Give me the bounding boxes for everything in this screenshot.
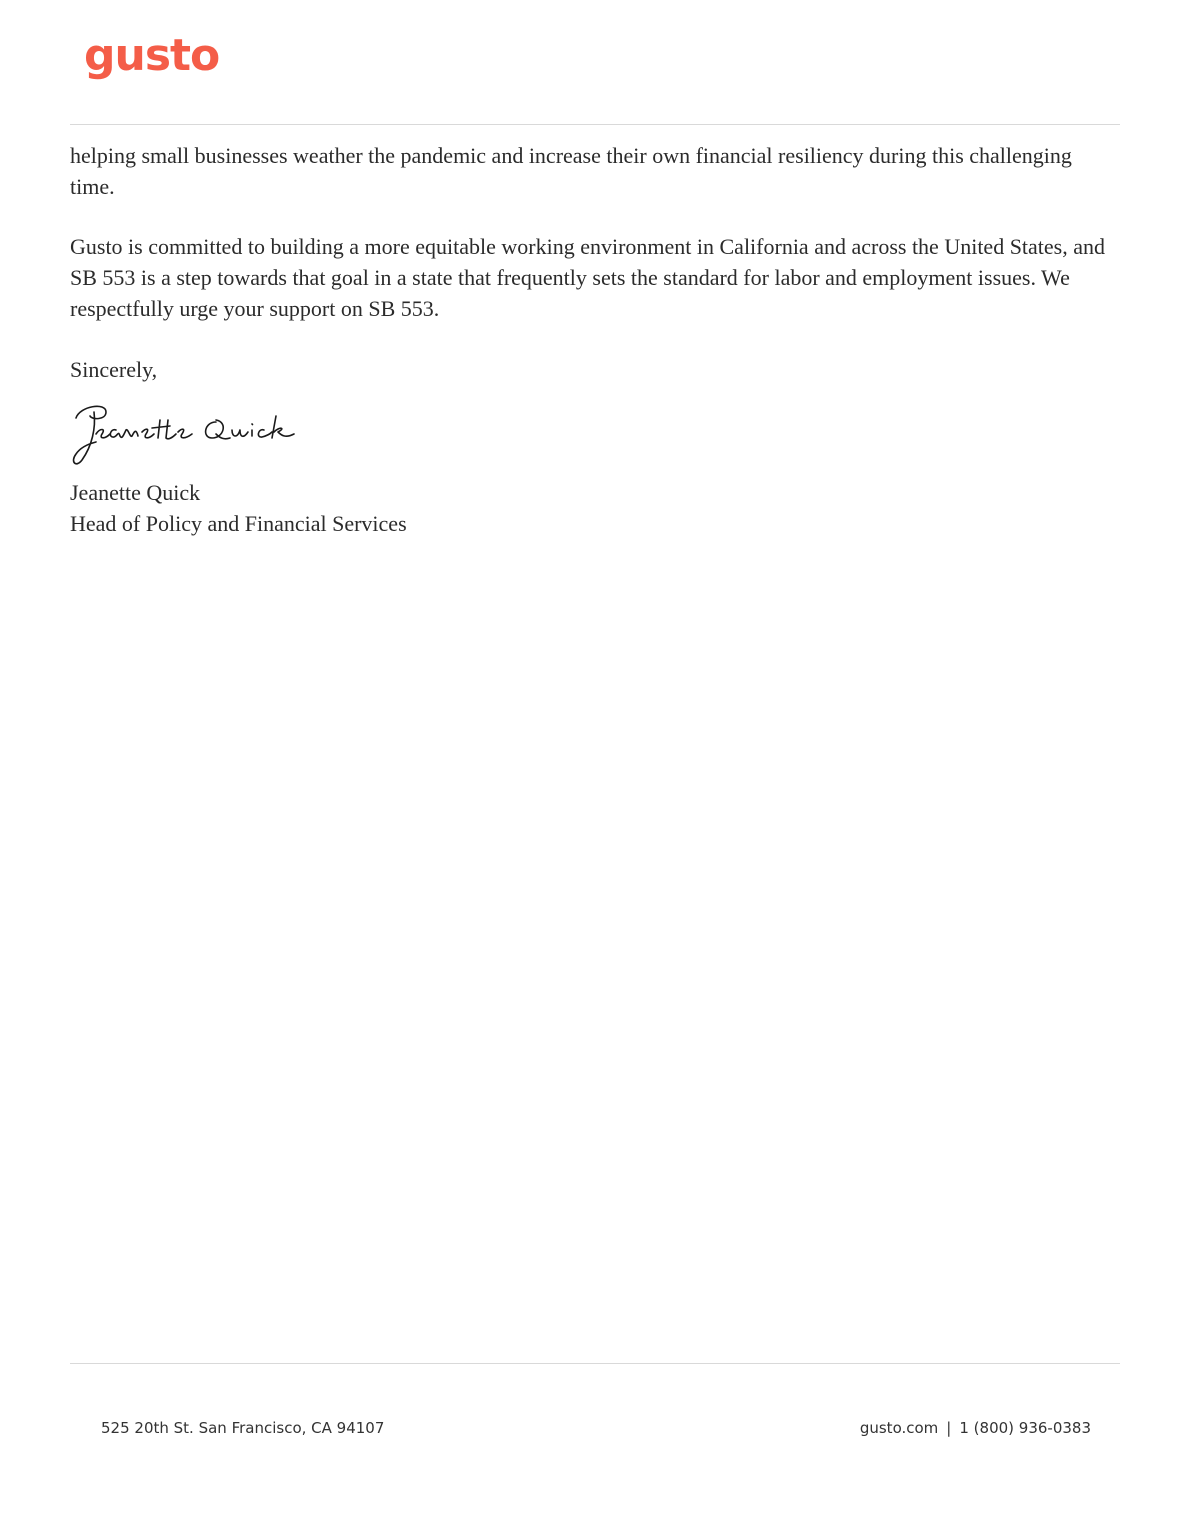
handwritten-signature	[66, 398, 306, 474]
signer-block	[70, 477, 1110, 539]
footer-separator: |	[946, 1419, 952, 1437]
footer-divider	[70, 1363, 1120, 1364]
gusto-logo: gusto	[84, 30, 220, 81]
footer-address: 525 20th St. San Francisco, CA 94107	[101, 1419, 385, 1437]
signer-title: Head of Policy and Financial Services	[70, 511, 407, 536]
footer-phone: 1 (800) 936-0383	[959, 1419, 1091, 1437]
footer-contact	[860, 1418, 1091, 1438]
letter-paragraph-1: helping small businesses weather the pandemic and increase their own financial resiliency during this challenging time.	[70, 143, 1072, 199]
signer-name: Jeanette Quick	[70, 480, 201, 505]
footer-website: gusto.com	[859, 1419, 939, 1437]
letter-paragraph-2: Gusto is committed to building a more equitable working environment in California and across the United States, and SB 553 is a step towards that goal in a state that frequently sets the standard for labor and employment issues. We respectfully urge your support on SB 553.	[70, 234, 1106, 321]
letter-closing: Sincerely,	[70, 357, 158, 382]
header-divider	[70, 124, 1120, 125]
